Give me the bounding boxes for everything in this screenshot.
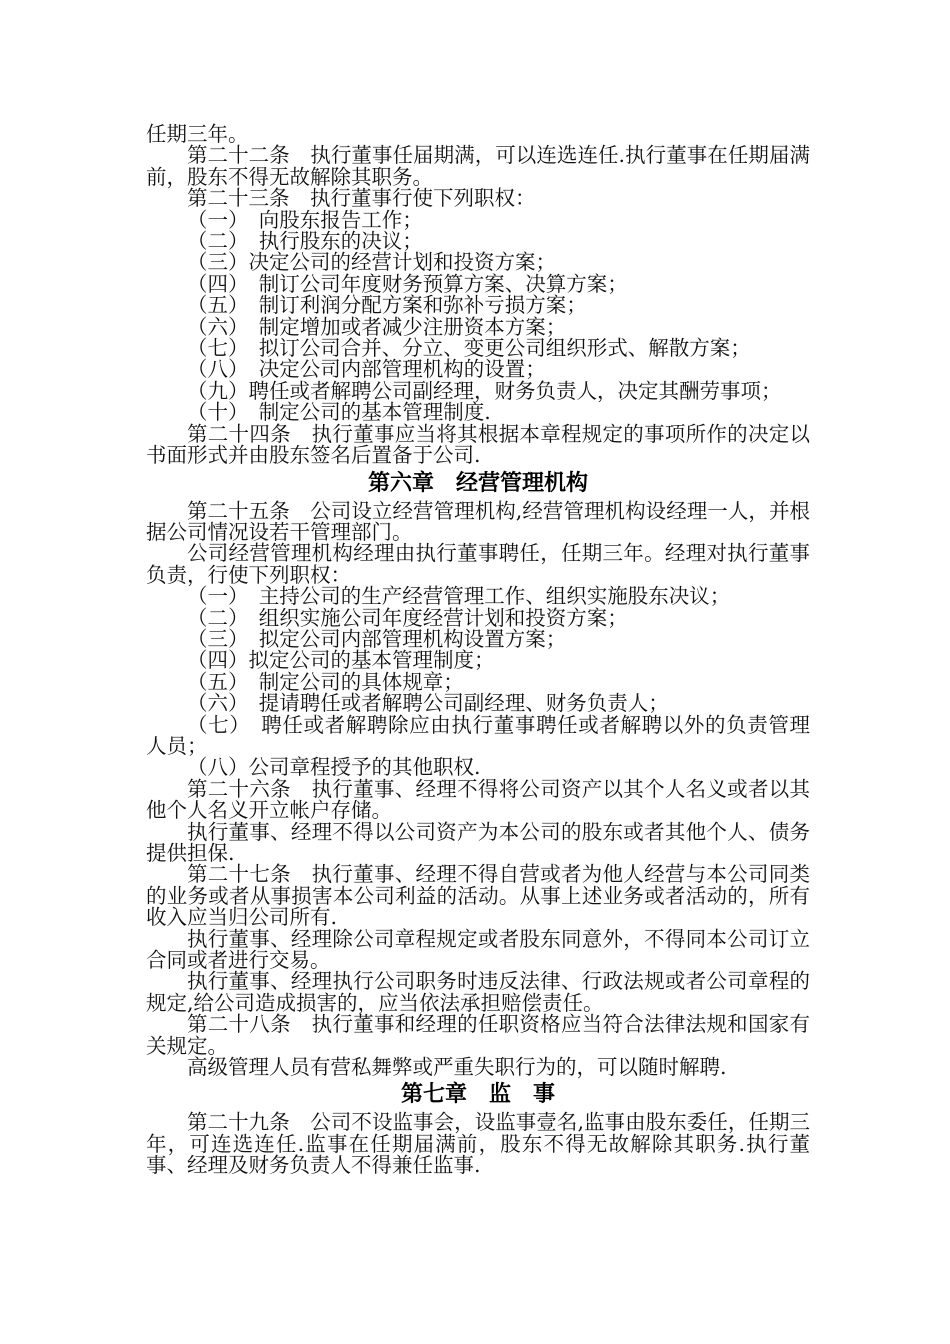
article-paragraph: 第二十八条 执行董事和经理的任职资格应当符合法律法规和国家有关规定。 — [146, 1012, 810, 1058]
article-paragraph: 高级管理人员有营私舞弊或严重失职行为的，可以随时解聘. — [187, 1055, 727, 1080]
list-item: （五） 制定公司的具体规章； — [187, 669, 464, 694]
list-item: （一） 向股东报告工作； — [187, 207, 423, 232]
article-paragraph: 第二十五条 公司设立经营管理机构,经营管理机构设经理一人，并根据公司情况设若干管理部门。 — [146, 498, 810, 544]
article-paragraph: 第二十九条 公司不设监事会，设监事壹名,监事由股东委任，任期三年，可连选连任.监事在任期届满前，股东不得无故解除其职务.执行董事、经理及财务负责人不得兼任监事. — [146, 1110, 810, 1178]
list-item: 第二十三条 执行董事行使下列职权： — [187, 186, 536, 211]
list-item: （六） 制定增加或者减少注册资本方案； — [187, 314, 567, 339]
article-paragraph: 执行董事、经理执行公司职务时违反法律、行政法规或者公司章程的规定,给公司造成损害的，应当依法承担赔偿责任。 — [146, 969, 810, 1015]
list-item: （二） 执行股东的决议； — [187, 229, 423, 254]
chapter-heading: 第七章 监 事 — [400, 1082, 555, 1108]
list-item: （二） 组织实施公司年度经营计划和投资方案； — [187, 605, 628, 630]
list-item: （三） 拟定公司内部管理机构设置方案； — [187, 626, 567, 651]
article-paragraph: 公司经营管理机构经理由执行董事聘任，任期三年。经理对执行董事负责，行使下列职权： — [146, 541, 810, 587]
list-item: （六） 提请聘任或者解聘公司副经理、财务负责人； — [187, 691, 669, 716]
list-item: （四）拟定公司的基本管理制度； — [187, 648, 495, 673]
list-item: （七） 拟订公司合并、分立、变更公司组织形式、解散方案； — [187, 336, 751, 361]
article-paragraph: 第二十二条 执行董事任届期满，可以连选连任.执行董事在任期届满前，股东不得无故解除其职务。 — [146, 143, 810, 189]
list-item: （八） 决定公司内部管理机构的设置； — [187, 357, 546, 382]
article-paragraph: 执行董事、经理除公司章程规定或者股东同意外，不得同本公司订立合同或者进行交易。 — [146, 926, 810, 973]
list-item: （四） 制订公司年度财务预算方案、决算方案； — [187, 271, 628, 296]
list-item: （十） 制定公司的基本管理制度. — [187, 400, 491, 425]
article-paragraph: 第二十四条 执行董事应当将其根据本章程规定的事项所作的决定以书面形式并由股东签名后置备于公司. — [146, 421, 810, 468]
chapter-heading: 第六章 经营管理机构 — [367, 470, 588, 496]
article-paragraph: 任期三年。 — [146, 122, 249, 146]
article-paragraph: 第二十六条 执行董事、经理不得将公司资产以其个人名义或者以其他个人名义开立帐户存储。 — [146, 776, 810, 823]
list-item: （五） 制订利润分配方案和弥补亏损方案； — [187, 293, 587, 318]
list-item: （八）公司章程授予的其他职权. — [187, 755, 481, 780]
list-item: （一） 主持公司的生产经营管理工作、组织实施股东决议； — [187, 584, 731, 609]
list-item: （七） 聘任或者解聘除应由执行董事聘任或者解聘以外的负责管理人员； — [146, 712, 810, 758]
document-body — [146, 124, 810, 1177]
article-paragraph: 执行董事、经理不得以公司资产为本公司的股东或者其他个人、债务提供担保. — [146, 819, 810, 865]
list-item: （九）聘任或者解聘公司副经理，财务负责人，决定其酬劳事项； — [187, 378, 782, 403]
list-item: （三）决定公司的经营计划和投资方案； — [187, 250, 556, 275]
article-paragraph: 第二十七条 执行董事、经理不得自营或者为他人经营与本公司同类的业务或者从事损害本公司利益的活动。从事上述业务或者活动的，所有收入应当归公司所有. — [146, 862, 810, 930]
